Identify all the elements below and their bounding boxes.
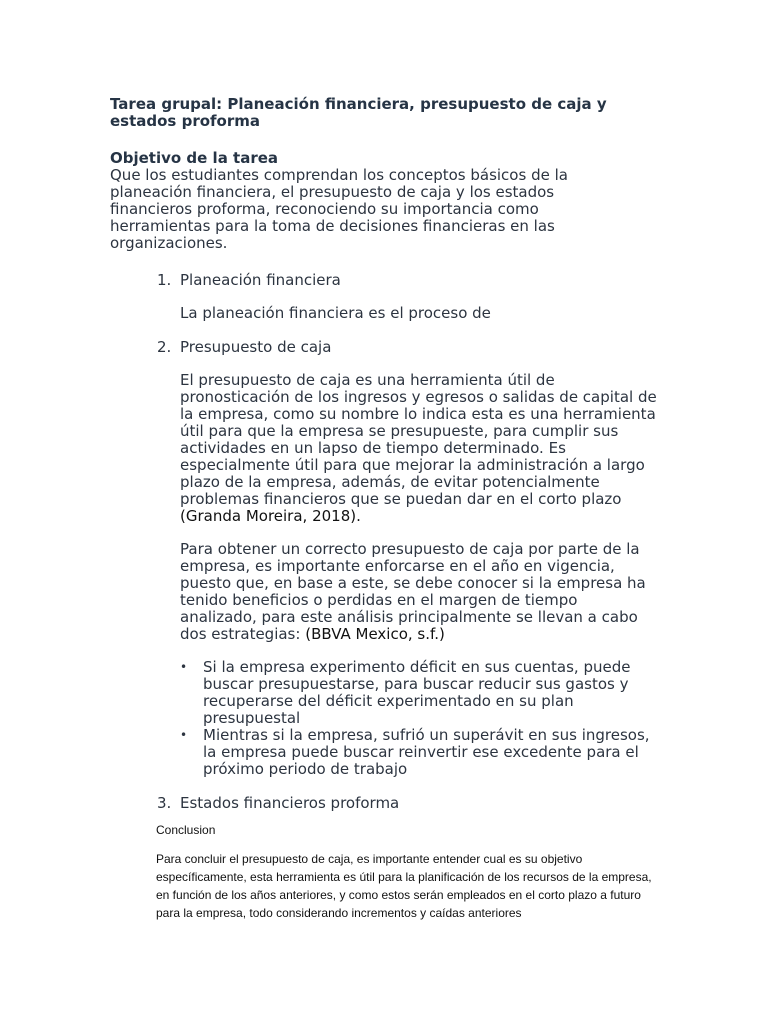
bullet-text: Si la empresa experimento déficit en sus cuentas, puede buscar presupuestarse, para buscar reducir sus gastos y recuperarse del déficit experimentado en su plan presupuestal (203, 658, 631, 727)
list-item (180, 727, 653, 778)
section-heading: Planeación financiera (180, 271, 341, 289)
document-page (110, 96, 670, 812)
section-estados (110, 795, 670, 812)
paragraph-text: Para obtener un correcto presupuesto de caja por parte de la empresa, es importante enforcarse en el año en vigencia, puesto que, en base a este, se debe conocer si la empresa ha tenido beneficios o perdidas en el margen de tiempo analizado, para este análisis principalmente se llevan a cabo dos estrategias: (180, 540, 646, 643)
section-paragraph (180, 372, 658, 525)
conclusion-heading: Conclusion (156, 823, 216, 837)
citation: (BBVA Mexico, s.f.) (305, 625, 445, 643)
bullet-text: Mientras si la empresa, sufrió un superávit en sus ingresos, la empresa puede buscar reinvertir ese excedente para el próximo periodo de trabajo (203, 726, 650, 778)
section-list (110, 272, 670, 812)
conclusion-text: Para concluir el presupuesto de caja, es importante entender cual es su objetivo específicamente, esta herramienta es útil para la planificación de los recursos de la empresa, en función de los años anteriores, y como estos serán empleados en el corto plazo a futuro para la empresa, todo considerando incrementos y caídas anteriores (156, 852, 652, 920)
section-planeacion (110, 272, 670, 339)
paragraph-text: El presupuesto de caja es una herramienta útil de pronosticación de los ingresos y egresos o salidas de capital de la empresa, como su nombre lo indica esta es una herramienta útil para que la empresa se presupueste, para cumplir sus actividades en un lapso de tiempo determinado. Es especialmente útil para que mejorar la administración a largo plazo de la empresa, además, de evitar potencialmente problemas financieros que se puedan dar en el corto plazo (180, 371, 657, 508)
section-number: 1. (157, 271, 172, 289)
section-number: 2. (157, 338, 172, 356)
section-number: 3. (157, 794, 172, 812)
bullet-list (180, 659, 670, 778)
section-heading: Presupuesto de caja (180, 338, 332, 356)
bullet-icon: • (180, 660, 188, 674)
section-paragraph: La planeación financiera es el proceso de (180, 304, 491, 322)
objective-text: Que los estudiantes comprendan los conceptos básicos de la planeación financiera, el presupuesto de caja y los estados financieros proforma, reconociendo su importancia como herramientas para la toma de decisiones financieras en las organizaciones. (110, 166, 568, 252)
document-title: Tarea grupal: Planeación financiera, presupuesto de caja y estados proforma (110, 95, 607, 130)
list-item (180, 659, 653, 727)
bullet-icon: • (180, 728, 188, 742)
section-paragraph (180, 541, 658, 643)
citation: (Granda Moreira, 2018). (180, 507, 361, 525)
objective-heading: Objetivo de la tarea (110, 149, 279, 167)
section-presupuesto (110, 339, 670, 795)
section-heading: Estados financieros proforma (180, 794, 400, 812)
